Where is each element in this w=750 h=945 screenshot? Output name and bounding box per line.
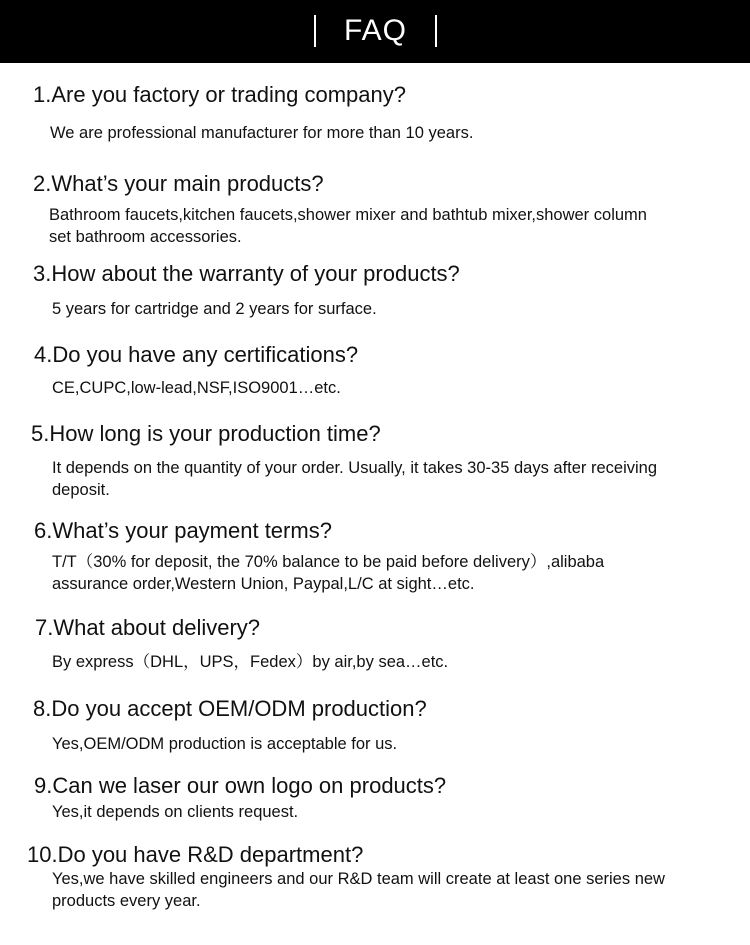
- faq-question-2: 2.What’s your main products?: [33, 171, 324, 196]
- faq-answer-2: Bathroom faucets,kitchen faucets,shower mixer and bathtub mixer,shower column set bathroom accessories.: [49, 206, 647, 246]
- page-title: FAQ: [343, 14, 407, 47]
- faq-answer-6: T/T（30% for deposit, the 70% balance to be paid before delivery）,alibaba assurance order,Western Union, Paypal,L/C at sight…etc.: [52, 553, 605, 593]
- faq-question-8: 8.Do you accept OEM/ODM production?: [33, 696, 427, 721]
- faq-question-5: 5.How long is your production time?: [31, 421, 381, 446]
- faq-answer-4: CE,CUPC,low-lead,NSF,ISO9001…etc.: [52, 379, 341, 397]
- faq-question-10: 10.Do you have R&D department?: [27, 842, 364, 867]
- faq-question-7: 7.What about delivery?: [35, 615, 261, 640]
- faq-question-3: 3.How about the warranty of your products?: [33, 261, 460, 286]
- faq-question-6: 6.What’s your payment terms?: [34, 518, 332, 543]
- faq-question-4: 4.Do you have any certifications?: [34, 342, 359, 367]
- faq-answer-10: Yes,we have skilled engineers and our R&D team will create at least one series new products every year.: [52, 870, 665, 910]
- faq-header-bar: [0, 0, 750, 63]
- faq-answer-8: Yes,OEM/ODM production is acceptable for us.: [52, 735, 398, 753]
- faq-question-1: 1.Are you factory or trading company?: [33, 82, 406, 107]
- faq-answer-9: Yes,it depends on clients request.: [52, 803, 299, 821]
- faq-answer-3: 5 years for cartridge and 2 years for surface.: [52, 300, 377, 318]
- faq-question-9: 9.Can we laser our own logo on products?: [34, 773, 447, 798]
- faq-answer-5: It depends on the quantity of your order. Usually, it takes 30-35 days after receiving deposit.: [52, 459, 658, 499]
- faq-answer-7: By express（DHL，UPS，Fedex）by air,by sea…etc.: [52, 653, 449, 671]
- faq-answer-1: We are professional manufacturer for more than 10 years.: [50, 124, 474, 142]
- title-divider-right: [435, 15, 437, 47]
